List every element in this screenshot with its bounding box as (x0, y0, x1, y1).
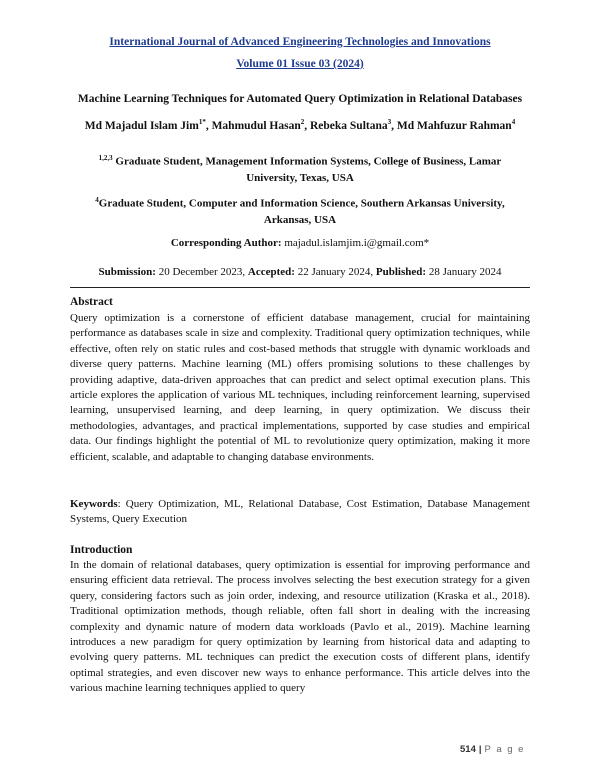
affiliation-text: Graduate Student, Management Information Systems, College of Business, Lamar University, Texas, USA (115, 155, 502, 184)
keywords-label: Keywords (70, 498, 118, 510)
affiliation-sup: 1,2,3 (98, 154, 113, 162)
keywords-text: : Query Optimization, ML, Relational Database, Cost Estimation, Database Management Systems, Query Execution (70, 498, 530, 526)
affiliation-2 (80, 192, 520, 228)
author-separator: , (304, 119, 310, 132)
author-name: Mahmudul Hasan (211, 119, 301, 132)
corresponding-email[interactable]: majadul.islamjim.i@gmail.com* (284, 237, 430, 249)
author-list (0, 118, 600, 132)
accepted-date: 22 January 2024 (297, 266, 371, 278)
author-name: Rebeka Sultana (309, 119, 388, 132)
journal-name[interactable]: International Journal of Advanced Engineering Technologies and Innovations (109, 36, 491, 48)
page-number: 514 (460, 744, 476, 755)
author-name: Md Mahfuzur Rahman (396, 119, 512, 132)
author-separator: , (391, 119, 397, 132)
abstract-text: Query optimization is a cornerstone of efficient database management, crucial for maintaining performance as databases scale in size and complexity. Traditional query optimization techniques, while effective, often rely on static rules and cost-based methods that struggle with dynamic workloads and diverse query patterns. Machine learning (ML) offers promising solutions to these challenges by providing adaptive, data-driven approaches that can predict and select optimal execution plans. This article explores the application of various ML techniques, including reinforcement learning, supervised learning, unsupervised learning, and deep learning, in query optimization. We discuss their methodologies, advantages, and practical implementations, supported by case studies and empirical data. Our findings highlight the potential of ML to revolutionize query optimization, making it more efficient, scalable, and adaptable to changing database environments. (70, 312, 530, 463)
page-label: P a g e (484, 744, 525, 755)
author-separator: , (205, 119, 212, 132)
paper-title: Machine Learning Techniques for Automated Query Optimization in Relational Databases (77, 93, 523, 105)
introduction-heading: Introduction (70, 544, 133, 556)
publication-dates: Submission: 20 December 2023, Accepted: 22 January 2024, Published: 28 January 2024 (98, 266, 502, 278)
published-date: 28 January 2024 (428, 266, 502, 278)
author-name: Md Majadul Islam Jim (84, 119, 199, 132)
corresponding-label: Corresponding Author: (170, 237, 282, 249)
author-sup: 1* (198, 118, 206, 126)
published-label: Published: (375, 266, 427, 278)
affiliation-sup: 4 (95, 196, 99, 204)
author-sup: 2 (300, 118, 305, 126)
submission-label: Submission: (98, 266, 156, 278)
submission-date: 20 December 2023 (158, 266, 243, 278)
keywords (70, 497, 530, 528)
section-divider (70, 287, 530, 288)
footer-separator: | (478, 744, 482, 755)
journal-volume[interactable]: Volume 01 Issue 03 (2024) (236, 58, 364, 70)
page-footer (460, 744, 600, 755)
affiliation-1 (80, 150, 520, 186)
introduction-text: In the domain of relational databases, query optimization is essential for improving performance and ensuring efficient data retrieval. The process involves selecting the best execution strategy for a given query, considering factors such as join order, indexing, and resource utilization (Kraska et al., 2018). Traditional optimization methods, though reliable, often fall short in dealing with the increasing complexity and dynamic nature of modern data workloads (Pavlo et al., 2019). Machine learning introduces a new paradigm for query optimization by learning from historical data and adapting to evolving query patterns. ML techniques can predict the execution costs of different plans, identify optimal strategies, and even discover new ways to enhance performance. This article delves into the various machine learning techniques applied to query (70, 559, 530, 695)
accepted-label: Accepted: (247, 266, 295, 278)
author-sup: 4 (511, 118, 516, 126)
affiliation-text: Graduate Student, Computer and Information Science, Southern Arkansas University, Arkansas, USA (98, 197, 505, 226)
author-sup: 3 (387, 118, 392, 126)
abstract-heading: Abstract (70, 296, 113, 308)
corresponding-author (0, 237, 600, 249)
